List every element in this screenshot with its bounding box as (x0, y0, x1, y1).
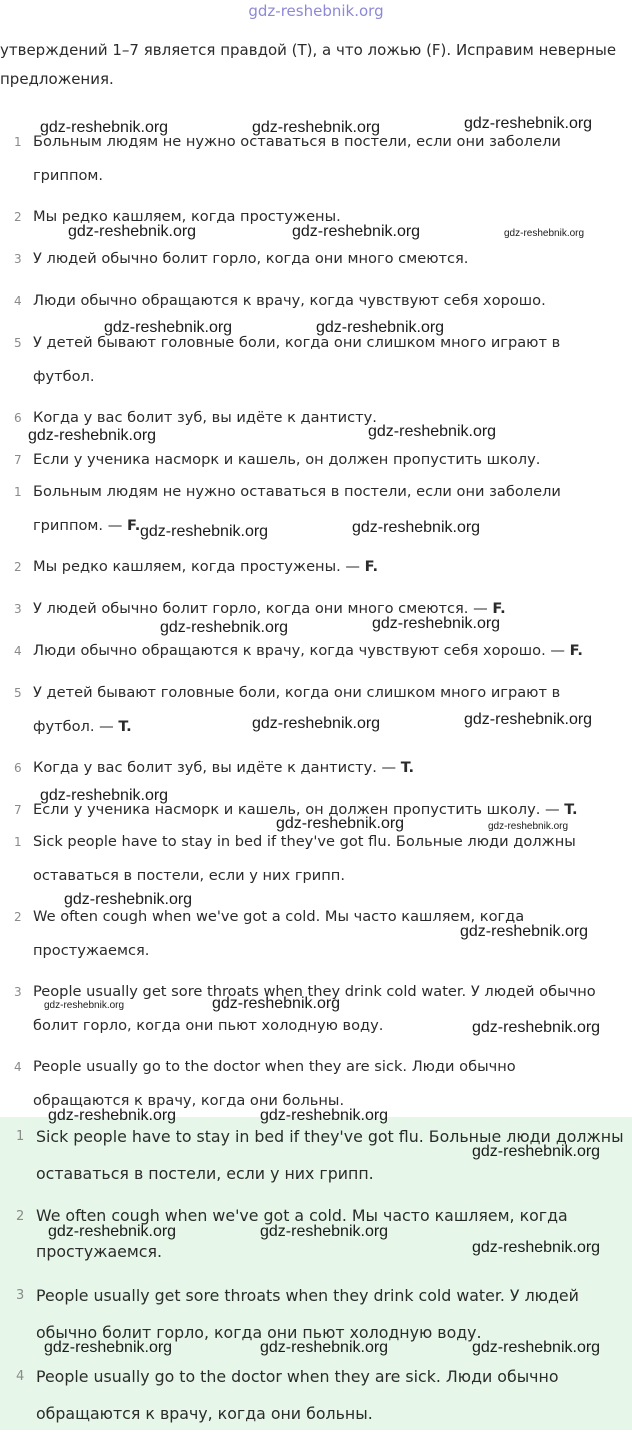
watermark: gdz-reshebnik.org (472, 1339, 601, 1356)
item-number: 2 (16, 1209, 25, 1224)
item-number: 2 (14, 210, 22, 224)
item-number: 2 (14, 910, 22, 924)
watermark: gdz-reshebnik.org (252, 715, 381, 732)
item-text: Больным людям не нужно оставаться в постели, если они заболели гриппом. (33, 133, 561, 184)
watermark: gdz-reshebnik.org (44, 1000, 125, 1011)
site-title[interactable]: gdz-reshebnik.org (248, 2, 384, 20)
item-number: 6 (14, 761, 22, 775)
watermark: gdz-reshebnik.org (488, 821, 569, 832)
watermark: gdz-reshebnik.org (464, 711, 593, 728)
watermark: gdz-reshebnik.org (68, 223, 197, 240)
item-text: Люди обычно обращаются к врачу, когда чувствуют себя хорошо. — F. (33, 642, 583, 659)
watermark: gdz-reshebnik.org (472, 1143, 601, 1160)
watermark: gdz-reshebnik.org (64, 891, 193, 908)
item-text: People usually go to the doctor when they are sick. Люди обычно обращаются к врачу, когда они больны. (36, 1367, 559, 1423)
item-text: У детей бывают головные боли, когда они слишком много играют в футбол. (33, 334, 561, 385)
item-number: 7 (14, 803, 22, 817)
watermark: gdz-reshebnik.org (48, 1223, 177, 1240)
item-text: Sick people have to stay in bed if they've got flu. Больные люди должны оставаться в постели, если у них грипп. (33, 833, 576, 884)
watermark: gdz-reshebnik.org (372, 615, 501, 632)
highlighted-answer-block (0, 1117, 632, 1430)
watermark: gdz-reshebnik.org (44, 1339, 173, 1356)
item-text: We often cough when we've got a cold. Мы часто кашляем, когда простужаемся. (33, 908, 525, 959)
answer-mark: F. (492, 600, 506, 617)
item-text: Мы редко кашляем, когда простужены. (33, 208, 341, 225)
item-text: Когда у вас болит зуб, вы идёте к дантисту. (33, 409, 377, 426)
watermark: gdz-reshebnik.org (316, 319, 445, 336)
watermark: gdz-reshebnik.org (28, 427, 157, 444)
item-number: 1 (14, 835, 22, 849)
item-text: У людей обычно болит горло, когда они много смеются. (33, 250, 469, 267)
watermark: gdz-reshebnik.org (160, 619, 289, 636)
answer-mark: F. (569, 642, 583, 659)
answer-mark: F. (126, 517, 141, 534)
watermark: gdz-reshebnik.org (104, 319, 233, 336)
watermark: gdz-reshebnik.org (472, 1019, 601, 1036)
item-number: 3 (16, 1288, 25, 1303)
watermark: gdz-reshebnik.org (472, 1239, 601, 1256)
item-number: 4 (14, 1060, 22, 1074)
item-number: 1 (14, 135, 22, 149)
item-text: People usually get sore throats when they drink cold water. У людей обычно болит горло, когда они пьют холодную воду. (36, 1286, 579, 1342)
item-number: 5 (14, 686, 22, 700)
item-text: Мы редко кашляем, когда простужены. — F. (33, 558, 379, 575)
watermark: gdz-reshebnik.org (40, 787, 169, 804)
watermark: gdz-reshebnik.org (292, 223, 421, 240)
answer-mark: T. (400, 759, 415, 776)
watermark: gdz-reshebnik.org (40, 119, 169, 136)
item-text: Если у ученика насморк и кашель, он должен пропустить школу. — T. (33, 801, 578, 818)
item-number: 7 (14, 453, 22, 467)
item-text: Больным людям не нужно оставаться в постели, если они заболели гриппом. — F. (33, 483, 561, 534)
watermark: gdz-reshebnik.org (276, 815, 405, 832)
item-number: 1 (14, 485, 22, 499)
item-text: У людей обычно болит горло, когда они много смеются. — F. (33, 600, 506, 617)
answer-mark: F. (364, 558, 379, 575)
item-text: People usually go to the doctor when they are sick. Люди обычно обращаются к врачу, когда они больны. (33, 1058, 516, 1109)
watermark: gdz-reshebnik.org (260, 1339, 389, 1356)
item-number: 3 (14, 985, 22, 999)
item-number: 3 (14, 602, 22, 616)
item-text: Когда у вас болит зуб, вы идёте к дантисту. — T. (33, 759, 415, 776)
watermark: gdz-reshebnik.org (260, 1107, 389, 1124)
watermark: gdz-reshebnik.org (504, 228, 585, 239)
watermark: gdz-reshebnik.org (140, 523, 269, 540)
watermark: gdz-reshebnik.org (48, 1107, 177, 1124)
watermark: gdz-reshebnik.org (464, 115, 593, 132)
answer-mark: T. (564, 801, 578, 818)
item-number: 6 (14, 411, 22, 425)
answer-mark: T. (118, 718, 132, 735)
item-text: People usually get sore throats when they drink cold water. У людей обычно болит горло, когда они пьют холодную воду. (33, 983, 596, 1034)
item-number: 4 (14, 644, 22, 658)
watermark: gdz-reshebnik.org (252, 119, 381, 136)
item-text: We often cough when we've got a cold. Мы часто кашляем, когда простужаемся. (36, 1206, 568, 1261)
item-text: У детей бывают головные боли, когда они слишком много играют в футбол. — T. (33, 684, 561, 735)
item-text: Если у ученика насморк и кашель, он должен пропустить школу. (33, 451, 541, 468)
item-number: 4 (14, 294, 22, 308)
item-text: Люди обычно обращаются к врачу, когда чувствуют себя хорошо. (33, 292, 546, 309)
watermark: gdz-reshebnik.org (352, 519, 481, 536)
item-text: Sick people have to stay in bed if they've got flu. Больные люди должны оставаться в постели, если у них грипп. (36, 1127, 624, 1183)
item-number: 3 (14, 252, 22, 266)
item-number: 1 (16, 1129, 25, 1144)
watermark: gdz-reshebnik.org (368, 423, 497, 440)
item-number: 4 (16, 1369, 25, 1384)
watermark: gdz-reshebnik.org (260, 1223, 389, 1240)
item-number: 2 (14, 560, 22, 574)
item-number: 5 (14, 336, 22, 350)
watermark: gdz-reshebnik.org (212, 995, 341, 1012)
intro-text: утверждений 1–7 является правдой (T), а что ложью (F). Исправим неверные предложения. (0, 41, 617, 88)
watermark: gdz-reshebnik.org (460, 923, 589, 940)
